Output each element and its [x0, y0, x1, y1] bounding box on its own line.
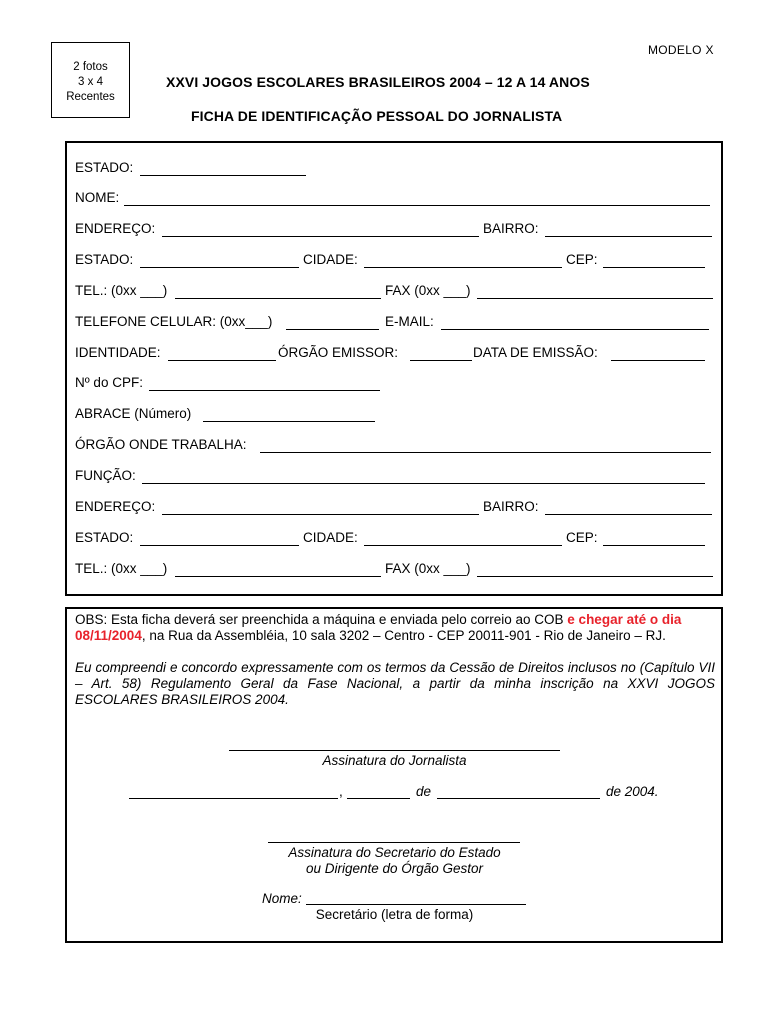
obs-deadline-highlight: e chegar até o dia 08/11/2004 [75, 612, 682, 643]
estado-field[interactable] [140, 160, 306, 176]
form-row-estado-cidade-cep [75, 252, 770, 272]
cep-label: CEP: [566, 530, 598, 545]
estado-field[interactable] [140, 530, 299, 546]
form-row-tel-fax [75, 283, 770, 303]
identidade-label: IDENTIDADE: [75, 345, 161, 360]
fax-label: FAX (0xx ___) [385, 283, 471, 298]
fax-field[interactable] [477, 283, 713, 299]
document-title: XXVI JOGOS ESCOLARES BRASILEIROS 2004 – 12 A 14 ANOS [166, 74, 590, 90]
photo-line-2: 3 x 4 [78, 76, 103, 88]
jornalista-signature-line[interactable] [229, 750, 560, 751]
photo-placeholder-box [51, 42, 130, 118]
cep-label: CEP: [566, 252, 598, 267]
orgao-trabalha-label: ÓRGÃO ONDE TRABALHA: [75, 437, 247, 452]
bairro-label: BAIRRO: [483, 499, 539, 514]
form-row-nome [75, 190, 770, 210]
date-de-label: de [416, 784, 432, 799]
cep-field[interactable] [603, 530, 705, 546]
date-month-field[interactable] [437, 798, 600, 799]
estado-label: ESTADO: [75, 252, 134, 267]
form-row-estado [75, 160, 770, 180]
cidade-label: CIDADE: [303, 252, 358, 267]
form-row-cpf [75, 375, 770, 395]
form-row-tel-fax-trabalho [75, 561, 770, 581]
orgao-trabalha-field[interactable] [260, 437, 711, 453]
nome-secretario-field[interactable] [306, 904, 526, 905]
nome-field[interactable] [124, 190, 710, 206]
data-emissao-field[interactable] [611, 345, 705, 361]
obs-text-end: , na Rua da Assembléia, 10 sala 3202 – Centro - CEP 20011-901 - Rio de Janeiro – RJ. [141, 628, 666, 643]
declaration-paragraph: Eu compreendi e concordo expressamente com os termos da Cessão de Direitos inclusos no (Capítulo VII – Art. 58) Regulamento Geral da Fase Nacional, a partir da minha inscrição na XXVI JOGOS ESCOLARES BRASILEIROS 2004. [75, 660, 715, 707]
celular-label: TELEFONE CELULAR: (0xx___) [75, 314, 273, 329]
funcao-field[interactable] [142, 468, 705, 484]
document-subtitle: FICHA DE IDENTIFICAÇÃO PESSOAL DO JORNALISTA [191, 108, 563, 124]
orgao-emissor-label: ÓRGÃO EMISSOR: [278, 345, 399, 360]
form-row-abrace [75, 406, 770, 426]
form-row-funcao [75, 468, 770, 488]
identidade-field[interactable] [168, 345, 276, 361]
obs-paragraph [75, 612, 715, 644]
secretario-signature-label-2: ou Dirigente do Órgão Gestor [305, 861, 484, 876]
tel-field[interactable] [175, 283, 381, 299]
cep-field[interactable] [603, 252, 705, 268]
model-label: MODELO X [648, 43, 714, 57]
nome-secretario-label: Nome: [262, 891, 302, 906]
date-day-field[interactable] [347, 798, 410, 799]
bairro-field[interactable] [545, 221, 712, 237]
bairro-label: BAIRRO: [483, 221, 539, 236]
endereco-label: ENDEREÇO: [75, 221, 156, 236]
tel-field[interactable] [175, 561, 381, 577]
estado-label: ESTADO: [75, 530, 134, 545]
date-city-field[interactable] [129, 798, 338, 799]
abrace-label: ABRACE (Número) [75, 406, 192, 421]
form-row-endereco-trabalho [75, 499, 770, 519]
secretario-signature-label-1: Assinatura do Secretario do Estado [288, 845, 501, 860]
email-label: E-MAIL: [385, 314, 434, 329]
form-row-estado-cidade-cep-trabalho [75, 530, 770, 550]
tel-label: TEL.: (0xx ___) [75, 283, 168, 298]
funcao-label: FUNÇÃO: [75, 468, 136, 483]
orgao-emissor-field[interactable] [410, 345, 472, 361]
observations-box [65, 607, 723, 943]
date-year-label: de 2004. [606, 784, 659, 799]
celular-field[interactable] [286, 314, 379, 330]
jornalista-signature-label: Assinatura do Jornalista [322, 753, 467, 768]
nome-label: NOME: [75, 190, 120, 205]
endereco-label: ENDEREÇO: [75, 499, 156, 514]
cidade-field[interactable] [364, 530, 562, 546]
email-field[interactable] [441, 314, 709, 330]
cidade-label: CIDADE: [303, 530, 358, 545]
form-row-celular-email [75, 314, 770, 334]
abrace-field[interactable] [203, 406, 375, 422]
cidade-field[interactable] [364, 252, 562, 268]
form-row-identidade [75, 345, 770, 365]
form-row-orgao-trabalha [75, 437, 770, 457]
estado-label: ESTADO: [75, 160, 134, 175]
fax-label: FAX (0xx ___) [385, 561, 471, 576]
endereco-field[interactable] [162, 221, 479, 237]
secretario-signature-line[interactable] [268, 842, 520, 843]
tel-label: TEL.: (0xx ___) [75, 561, 168, 576]
secretario-letra-forma-label: Secretário (letra de forma) [315, 907, 474, 922]
cpf-label: Nº do CPF: [75, 375, 143, 390]
photo-line-3: Recentes [66, 91, 115, 103]
obs-text-start: OBS: Esta ficha deverá ser preenchida a máquina e enviada pelo correio ao COB [75, 612, 568, 627]
form-row-endereco [75, 221, 770, 241]
fax-field[interactable] [477, 561, 713, 577]
estado-field[interactable] [140, 252, 299, 268]
cpf-field[interactable] [149, 375, 380, 391]
date-comma: , [339, 784, 343, 799]
endereco-field[interactable] [162, 499, 479, 515]
bairro-field[interactable] [545, 499, 712, 515]
data-emissao-label: DATA DE EMISSÃO: [473, 345, 598, 360]
photo-line-1: 2 fotos [73, 61, 108, 73]
